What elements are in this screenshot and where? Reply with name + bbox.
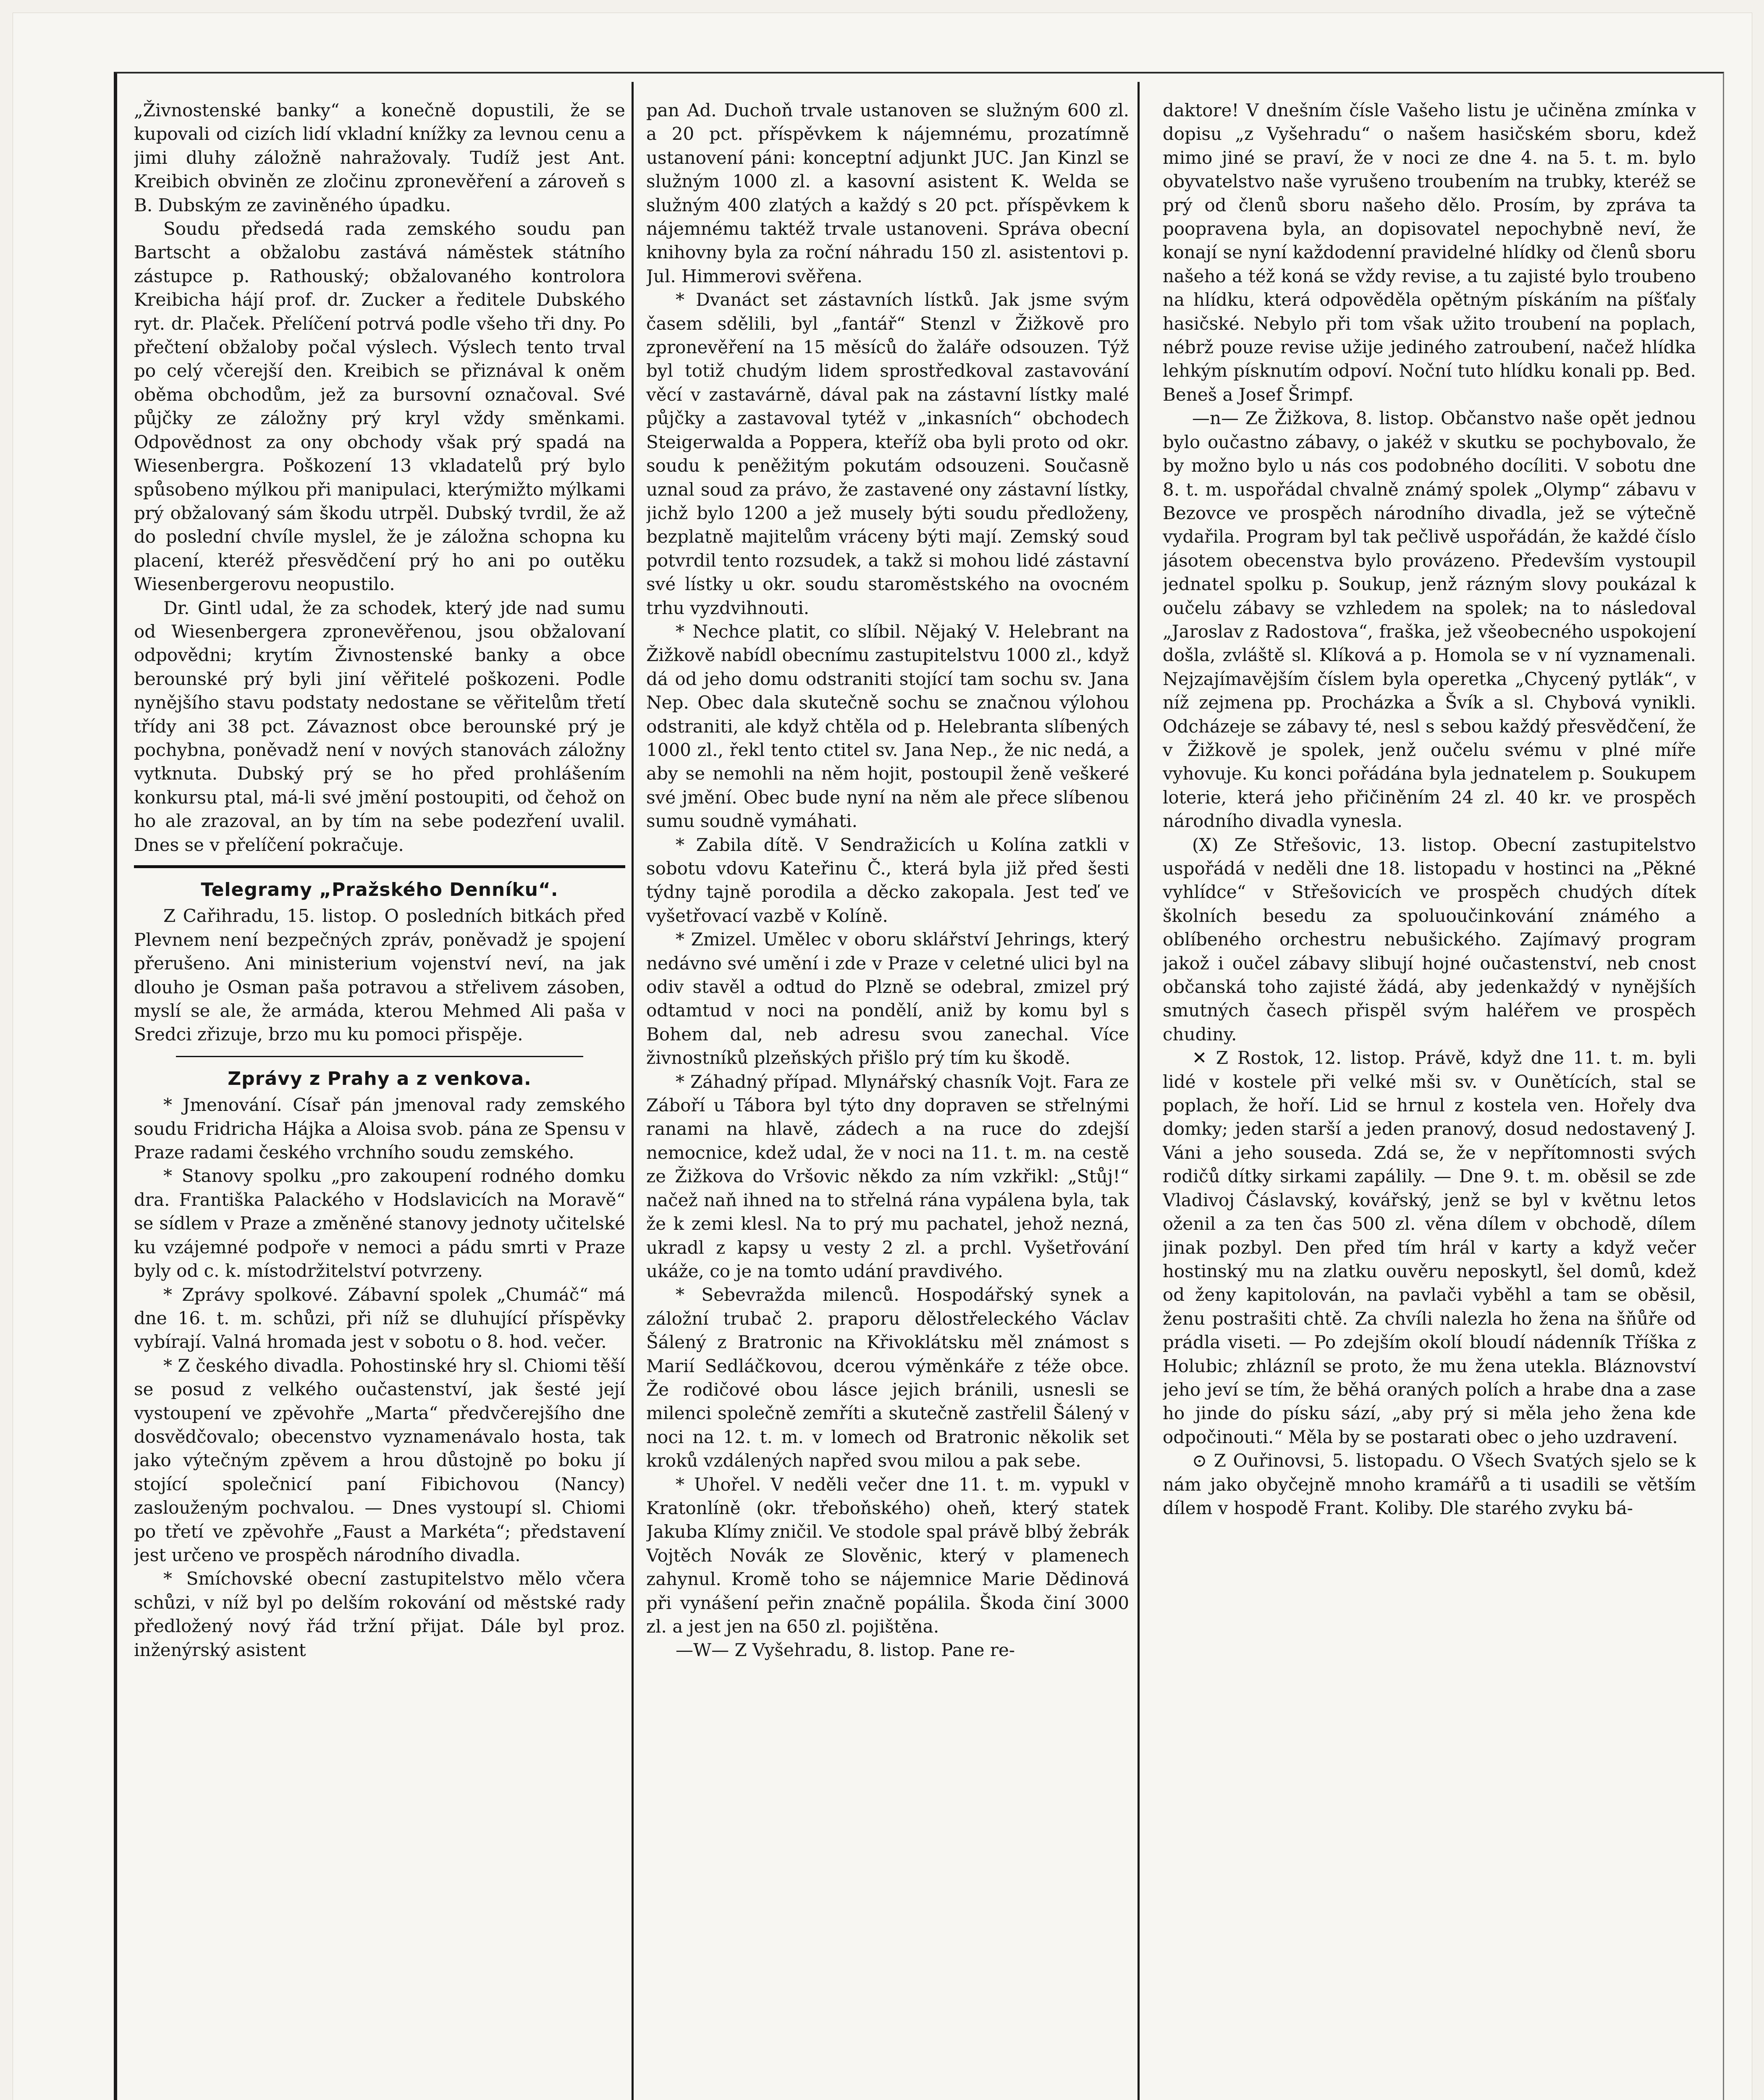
news-item: * Uhořel. V neděli večer dne 11. t. m. vypukl v Kratonlíně (okr. třeboňského) oheň, který statek Jakuba Klímy zničil. Ve stodole spal právě blbý žebrák Vojtěch Novák ze Slověnic, který v plamenech zahynul. Kromě toho se nájemnice Marie Dědinová při vynášení peřin značně popálila. Škoda činí 3000 zl. a jest jen na 650 zl. pojištěna. xyxy=(646,1474,1129,1637)
section-divider xyxy=(176,1056,583,1057)
column-rule xyxy=(632,82,634,2100)
news-item: * Záhadný případ. Mlynářský chasník Vojt. Fara ze Záboří u Tábora byl týto dny dopraven se střelnými ranami na hlavě, zádech a na ruce do zdejší nemocnice, kdež udal, že v noci na 11. t. m. na cestě ze Žižkova do Vršovic někdo za ním vzkřikl: „Stůj!“ načež naň ihned na to střelná rána vypálena byla, tak že k zemi klesl. Na to prý mu pachatel, jehož nezná, ukradl z kapsy u vesty 2 zl. a prchl. Vyšetřování ukáže, co je na tomto udání pravdivého. xyxy=(646,1071,1129,1281)
news-item: * Zmizel. Umělec v oboru sklářství Jehrings, který nedávno své umění i zde v Praze v celetné ulici byl na odiv stavěl a odtud do Plzně se odebral, zmizel prý odtamtud v noci na pondělí, aniž by komu byl s Bohem dal, neb adresu svou zanechal. Více živnostníků plzeňských přišlo prý tím ku škodě. xyxy=(646,929,1129,1068)
news-item: * Sebevražda milenců. Hospodářský synek a záložní trubač 2. praporu dělostřeleckého Václav Šálený z Bratronic na Křivoklátsku měl známost s Marií Sedláčkovou, dcerou výměnkáře z téže obce. Že rodičové obou lásce jejich bránili, usnesli se milenci společně zemříti a skutečně zastřelil Šálený v noci na 12. t. m. v lomech od Bratronic několik set kroků vzdálených napřed svou milou a pak sebe. xyxy=(646,1284,1129,1471)
news-item: —W— Z Vyšehradu, 8. listop. Pane re- xyxy=(676,1640,1015,1661)
news-item: * Dvanáct set zástavních lístků. Jak jsme svým časem sdělili, byl „fantář“ Stenzl v Žižkově pro zpronevěření na 15 měsíců do žaláře odsouzen. Týž byl totiž chudým lidem sprostředkoval zastavování věcí v zastavárně, dával pak na zástavní lístky malé půjčky a zastavoval tytéž v „inkasních“ obchodech Steigerwalda a Poppera, kteříž oba byli proto od okr. soudu k peněžitým pokutám odsouzeni. Současně uznal soud za právo, že zastavené ony zástavní lístky, jichž bylo 1200 a jež musely býti soudu předloženy, bezplatně majitelům vráceny býti mají. Zemský soud potvrdil tento rozsudek, a takž si mohou lidé zástavní své lístky u okr. soudu staroměstského na ovocném trhu vyzdvihnouti. xyxy=(646,289,1129,618)
news-item: ✕ Z Rostok, 12. listop. Právě, když dne 11. t. m. byli lidé v kostele při velké mši sv. v Ounětících, stal se poplach, že hoří. Lid se hrnul z kostela ven. Hořely dva domky; jeden starší a jeden pranový, dosud nedostavený J. Váni a jeho souseda. Zdá se, že v nepřítomnosti svých rodičů dítky sirkami zapálily. — Dne 9. t. m. oběsil se zde Vladivoj Čáslavský, kovářský, jenž se byl v květnu letos oženil a za ten čas 500 zl. věna dílem v obchodě, dílem jinak pozbyl. Den před tím hrál v karty a když večer hostinský mu na zlatku ouvěru neposkytl, šel domů, kdež od ženy kapitolován, na pavlači vyběhl a tam se oběsil, ženu postrašiti chtě. Za chvíli nalezla ho žena na šňůře od prádla viseti. — Po zdejším okolí bloudí nádenník Tříška z Holubic; zhlázníl se proto, že mu žena utekla. Bláznovství jeho jeví se tím, že běhá oraných polích a hrabe dna a zase ho jinde do písku sází, „aby prý si měla jeho žena kde odpočinouti.“ Měla by se postarati obec o jeho uzdravení. xyxy=(1163,1047,1696,1447)
news-item: * Nechce platit, co slíbil. Nějaký V. Helebrant na Žižkově nabídl obecnímu zastupitelstvu 1000 zl., když dá od jeho domu odstraniti stojící tam sochu sv. Jana Nep. Obec dala skutečně sochu se značnou výlohou odstraniti, ale když chtěla od p. Helebranta slíbených 1000 zl., řekl tento ctitel sv. Jana Nep., že nic nedá, a aby se nemohli na něm hojit, postoupil ženě veškeré své jmění. Obec bude nyní na něm ale přece slíbenou sumu soudně vymáhati. xyxy=(646,621,1129,832)
column-1 xyxy=(134,99,625,2100)
article-paragraph: Dr. Gintl udal, že za schodek, který jde nad sumu od Wiesenbergera zpronevěřenou, jsou obžalovaní odpovědni; krytím Živnostenské banky a obce berounské prý byli jiní věřitelé poškozeni. Podle nynějšího stavu podstaty nedostane se věřitelům třetí třídy ani 38 pct. Závaznost obce berounské prý je pochybna, poněvadž není v nových stanovách záložny vytknuta. Dubský prý se ho před prohlášením konkursu ptal, má-li své jmění postoupiti, od čehož on ho ale zrazoval, an by tím na sebe podezření uvalil. Dnes se v přelíčení pokračuje. xyxy=(134,597,625,855)
article-paragraph: „Živnostenské banky“ a konečně dopustili, že se kupovali od cizích lidí vkladní knížky za levnou cenu a jimi dluhy záložně nahražovaly. Tudíž jest Ant. Kreibich obviněn ze zločinu zpronevěření a zároveň s B. Dubským ze zaviněného úpadku. xyxy=(134,100,625,215)
telegram-text: Z Cařihradu, 15. listop. O posledních bitkách před Plevnem není bezpečných zpráv, poněvadž je spojení přerušeno. Ani ministerium vojenství neví, na jak dlouho je Osman paša potravou a střelivem zásoben, myslí se ale, že armáda, kterou Mehmed Ali paša v Sredci zřizuje, brzo mu ku pomoci přispěje. xyxy=(134,906,625,1045)
article-paragraph: Soudu předsedá rada zemského soudu pan Bartscht a obžalobu zastává náměstek státního zástupce p. Rathouský; obžalovaného kontrolora Kreibicha hájí prof. dr. Zucker a ředitele Dubského ryt. dr. Plaček. Přelíčení potrvá podle všeho tři dny. Po přečtení obžaloby počal výslech. Výslech tento trval po celý včerejší den. Kreibich se přiznával k oněm oběma obchodům, jež za bursovní označoval. Své půjčky ze záložny prý kryl vždy směnkami. Odpovědnost za ony obchody však prý spadá na Wiesenbergra. Poškození 13 vkladatelů prý bylo spůsobeno mýlkou při manipulaci, kterýmižto mýlkami prý obžalovaný sám škodu utrpěl. Dubský tvrdil, že až do poslední chvíle myslel, že je záložna schopna ku placení, kteréž přesvědčení prý ho ani po outěku Wiesenbergerovu neopustilo. xyxy=(134,218,625,595)
news-item: pan Ad. Duchoň trvale ustanoven se služným 600 zl. a 20 pct. příspěvkem k nájemnému, prozatímně ustanovení páni: konceptní adjunkt JUC. Jan Kinzl se služným 1000 zl. a kasovní asistent K. Welda se služným 400 zlatých a každý s 20 pct. příspěvkem k nájemnému taktéž trvale ustanoveni. Správa obecní knihovny byla za roční náhradu 150 zl. asistentovi p. Jul. Himmerovi svěřena. xyxy=(646,100,1129,286)
column-3 xyxy=(1163,99,1696,2100)
news-item: daktore! V dnešním čísle Vašeho listu je učiněna zmínka v dopisu „z Vyšehradu“ o našem hasičském sboru, kdež mimo jiné se praví, že v noci ze dne 4. na 5. t. m. bylo obyvatelstvo naše vyrušeno troubením na trubky, kteréž se prý od členů sboru našeho dělo. Prosím, by zpráva ta poopravena byla, an dopisovatel nepochybně neví, že konají se nyní každodenní pravidelné hlídky od členů sboru našeho a též koná se vždy revise, a tu zajisté bylo troubeno na hlídku, která odpověděla opětným pískáním na píšťaly hasičské. Nebylo při tom však užito troubení na poplach, nébrž pouze revise užije jediného zatroubení, načež hlídka lehkým písknutím odpoví. Noční tuto hlídku konali pp. Bed. Beneš a Josef Šrimpf. xyxy=(1163,100,1696,405)
news-item: * Zabila dítě. V Sendražicích u Kolína zatkli v sobotu vdovu Kateřinu Č., která byla již před šesti týdny tajně porodila a děcko zakopala. Jest teď ve vyšetřovací vazbě v Kolíně. xyxy=(646,834,1129,926)
column-rule xyxy=(1138,82,1140,2100)
news-item: * Jmenování. Císař pán jmenoval rady zemského soudu Fridricha Hájka a Aloisa svob. pána ze Spensu v Praze radami českého vrchního soudu zemského. xyxy=(134,1095,625,1163)
telegram-heading: Telegramy „Pražského Denníku“. xyxy=(201,879,558,900)
news-item: * Smíchovské obecní zastupitelstvo mělo včera schůzi, v níž byl po delším rokování od městské rady předložený nový řád tržní přijat. Dále byl proz. inženýrský asistent xyxy=(134,1568,625,1660)
news-item: * Stanovy spolku „pro zakoupení rodného domku dra. Františka Palackého v Hodslavicích na Moravě“ se sídlem v Praze a změněné stanovy jednoty učitelské ku vzájemné podpoře v nemoci a pádu smrti v Praze byly od c. k. místodržitelství potvrzeny. xyxy=(134,1166,625,1281)
newspaper-page xyxy=(13,13,1752,2100)
news-item: —n— Ze Žižkova, 8. listop. Občanstvo naše opět jednou bylo oučastno zábavy, o jakéž v skutku se pochybovalo, že by možno bylo u nás cos podobného docíliti. V sobotu dne 8. t. m. uspořádal chvalně známý spolek „Olymp“ zábavu v Bezovce ve prospěch národního divadla, jež se výtečně vydařila. Program byl tak pečlivě uspořádán, že každé číslo jásotem obecenstva bylo provázeno. Především vystoupil jednatel spolku p. Soukup, jenž rázným slovy poukázal k oučelu zábavy se vzhledem na spolek; na to následoval „Jaroslav z Radostova“, fraška, jež všeobecného uspokojení došla, zvláště sl. Klíková a p. Homola se v ní vyznamenali. Nejzajímavějším číslem byla operetka „Chycený pytlák“, v níž zejmena pp. Procházka a Švík a sl. Chybová vynikli. Odcházeje se zábavy té, nesl s sebou každý přesvědčení, že v Žižkově je spolek, jenž oučelu svému v plné míře vyhovuje. Ku konci pořádána byla jednatelem p. Soukupem loterie, která jeho přičiněním 24 zl. 40 kr. ve prospěch národního divadla vynesla. xyxy=(1163,408,1696,832)
page-frame xyxy=(114,72,1724,2100)
news-item: * Z českého divadla. Pohostinské hry sl. Chiomi těší se posud z velkého oučastenství, jak šesté její vystoupení ve zpěvohře „Marta“ předvčerejšího dne dosvědčovalo; obecenstvo vyznamenávalo hosta, tak jako výtečným zpěvem a hrou důstojně po boku jí stojící společnicí paní Fibichovou (Nancy) zaslouženým pochvalou. — Dnes vystoupí sl. Chiomi po třetí ve zpěvohře „Faust a Markéta“; představení jest určeno ve prospěch národního divadla. xyxy=(134,1355,625,1565)
news-heading: Zprávy z Prahy a z venkova. xyxy=(228,1068,532,1089)
news-item: * Zprávy spolkové. Zábavní spolek „Chumáč“ má dne 16. t. m. schůzi, při níž se dluhující příspěvky vybírají. Valná hromada jest v sobotu o 8. hod. večer. xyxy=(134,1284,625,1352)
column-2 xyxy=(646,99,1129,2100)
section-divider xyxy=(134,865,625,868)
news-item: (X) Ze Střešovic, 13. listop. Obecní zastupitelstvo uspořádá v neděli dne 18. listopadu v hostinci na „Pěkné vyhlídce“ v Střešovicích ve prospěch chudých dítek školních besedu za spoluoučinkování známého a oblíbeného orchestru nebušického. Zajímavý program jakož i oučel zábavy slibují hojné oučastenství, neb cnost občanská toho zajisté žádá, aby jedenkaždý v nynějších smutných časech přispěl svým haléřem ve prospěch chudiny. xyxy=(1163,834,1696,1045)
news-item: ⊙ Z Ouřinovsi, 5. listopadu. O Všech Svatých sjelo se k nám jako obyčejně mnoho kramářů a ti usadili se větším dílem v hospodě Frant. Koliby. Dle starého zvyku bá- xyxy=(1163,1450,1696,1518)
